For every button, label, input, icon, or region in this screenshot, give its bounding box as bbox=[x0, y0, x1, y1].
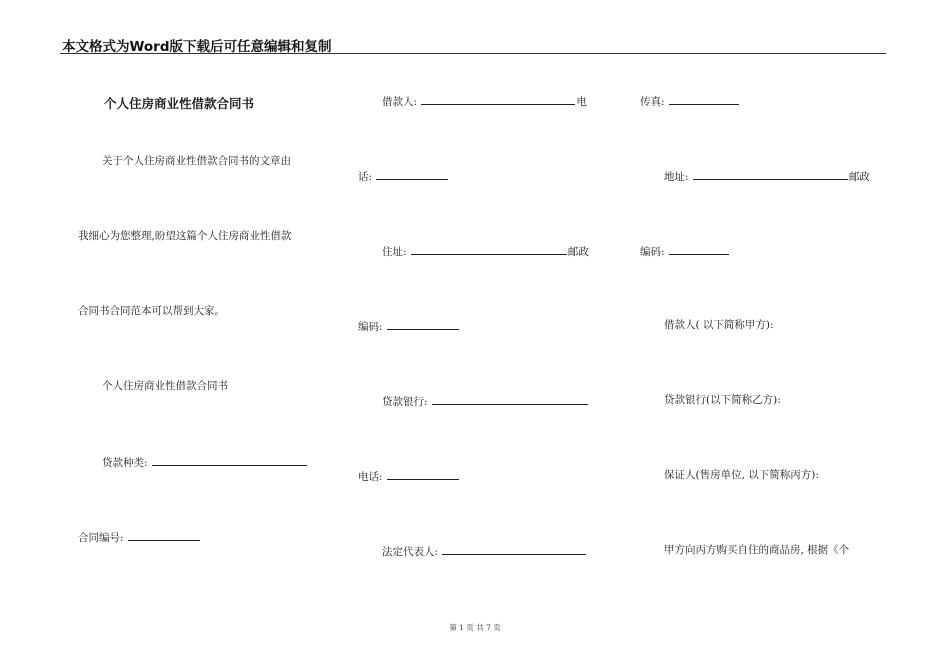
page-number: 第 1 页 共 7 页 bbox=[449, 623, 501, 632]
phone-continued-row bbox=[358, 168, 449, 184]
phone-label: 电话: bbox=[358, 471, 383, 483]
address-label: 住址: bbox=[382, 246, 407, 258]
party-b-line: 贷款银行(以下简称乙方): bbox=[664, 394, 781, 406]
bank-phone-blank[interactable] bbox=[387, 468, 459, 480]
contract-no-blank[interactable] bbox=[128, 529, 200, 541]
bank-row bbox=[382, 393, 589, 409]
contract-no-label: 合同编号: bbox=[78, 532, 124, 544]
youzheng-char-2: 邮政 bbox=[848, 171, 870, 183]
borrower-address-row bbox=[382, 243, 589, 259]
clause-line: 甲方向丙方购买自住的商品房, 根据《个 bbox=[664, 544, 850, 556]
borrower-row bbox=[382, 93, 587, 109]
bank-address-label: 地址: bbox=[664, 171, 689, 183]
legal-rep-blank[interactable] bbox=[442, 543, 586, 555]
intro-line-1: 关于个人住房商业性借款合同书的文章由 bbox=[102, 155, 291, 167]
borrower-label: 借款人: bbox=[382, 96, 418, 108]
bank-label: 贷款银行: bbox=[382, 396, 428, 408]
dian-char: 电 bbox=[576, 96, 587, 108]
legal-rep-row bbox=[382, 543, 587, 559]
bank-address-blank[interactable] bbox=[693, 168, 848, 180]
header-title: 本文格式为Word版下载后可任意编辑和复制 bbox=[62, 39, 332, 55]
bank-blank[interactable] bbox=[432, 393, 588, 405]
borrower-phone-blank[interactable] bbox=[376, 168, 448, 180]
postcode-label: 编码: bbox=[358, 321, 383, 333]
intro-line-3: 合同书合同范本可以帮到大家。 bbox=[78, 305, 225, 317]
borrower-postcode-blank[interactable] bbox=[387, 318, 459, 330]
party-c-line: 保证人(售房单位, 以下简称丙方): bbox=[664, 469, 819, 481]
loan-type-row bbox=[102, 454, 308, 470]
bank-postcode-row bbox=[640, 243, 730, 259]
fax-blank[interactable] bbox=[669, 93, 739, 105]
fax-row bbox=[640, 93, 740, 109]
header-rule bbox=[60, 53, 886, 54]
borrower-postcode-row bbox=[358, 318, 460, 334]
loan-type-label: 贷款种类: bbox=[102, 457, 148, 469]
hua-label: 话: bbox=[358, 171, 373, 183]
bank-address-row bbox=[664, 168, 870, 184]
borrower-address-blank[interactable] bbox=[411, 243, 567, 255]
intro-line-2: 我细心为您整理,盼望这篇个人住房商业性借款 bbox=[78, 230, 292, 242]
fax-label: 传真: bbox=[640, 96, 665, 108]
document-title: 个人住房商业性借款合同书 bbox=[104, 96, 255, 111]
subtitle: 个人住房商业性借款合同书 bbox=[102, 380, 228, 392]
bank-postcode-blank[interactable] bbox=[669, 243, 729, 255]
contract-no-row bbox=[78, 529, 201, 545]
bank-phone-row bbox=[358, 468, 460, 484]
youzheng-char: 邮政 bbox=[567, 246, 589, 258]
loan-type-blank[interactable] bbox=[152, 454, 307, 466]
legal-rep-label: 法定代表人: bbox=[382, 546, 439, 558]
borrower-blank[interactable] bbox=[421, 93, 575, 105]
bank-postcode-label: 编码: bbox=[640, 246, 665, 258]
party-a-line: 借款人( 以下简称甲方): bbox=[664, 319, 774, 331]
